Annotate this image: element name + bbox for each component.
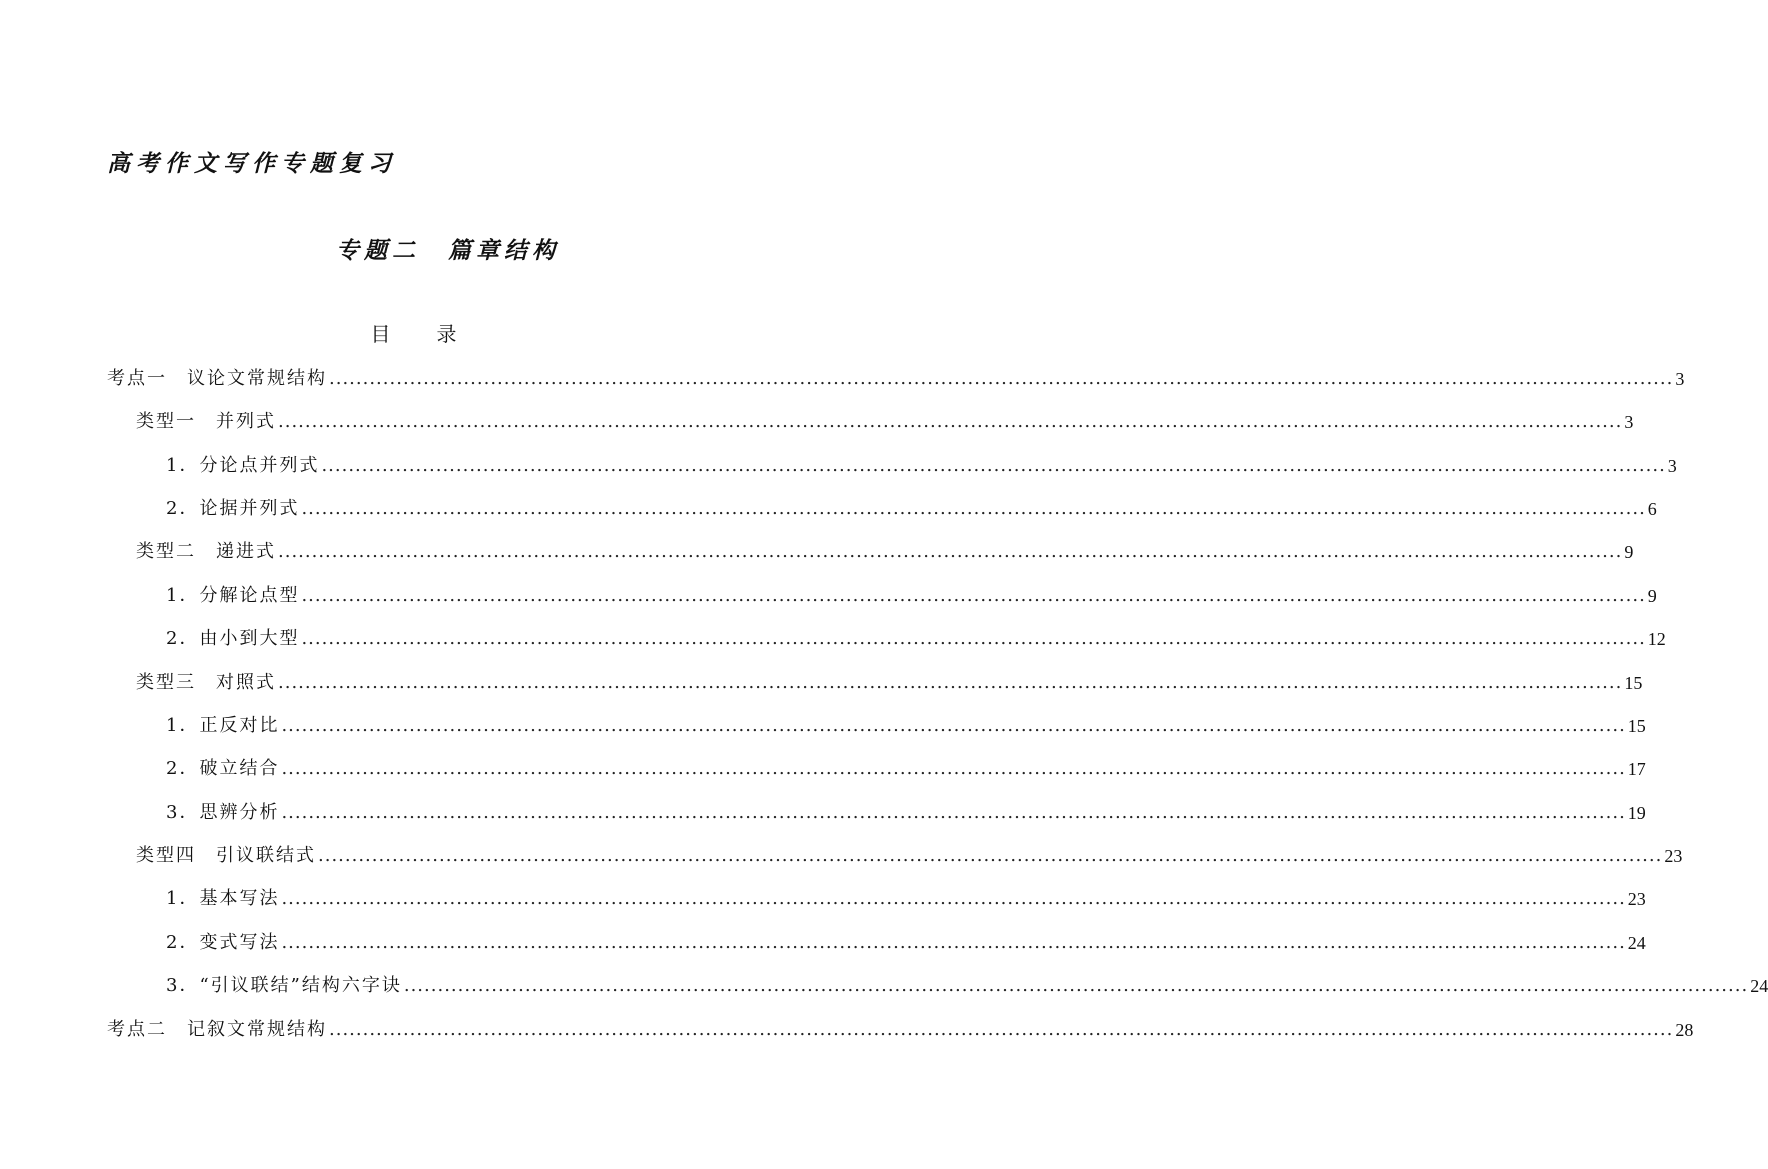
toc-entry-page: 9	[1647, 586, 1657, 606]
toc-entry-label: 2．由小到大型	[166, 628, 300, 649]
toc-leader-dots: ........................................................................................................................................................................................................	[301, 498, 1646, 519]
toc-entry-label: 2．破立结合	[166, 758, 280, 779]
toc-entry[interactable]	[166, 926, 1646, 956]
toc-leader-dots: ........................................................................................................................................................................................................	[278, 411, 1623, 432]
toc-heading-left: 目	[370, 322, 391, 346]
toc-entry-label: 类型三 对照式	[136, 672, 276, 693]
toc-entry[interactable]	[136, 405, 1634, 435]
toc-leader-dots: ........................................................................................................................................................................................................	[301, 585, 1646, 606]
toc-leader-dots: ........................................................................................................................................................................................................	[278, 541, 1623, 562]
toc-entry-page: 3	[1624, 412, 1634, 432]
toc-entry[interactable]	[136, 666, 1643, 696]
document-title: 高考作文写作专题复习	[107, 150, 397, 177]
toc-entry-label: 类型四 引议联结式	[136, 845, 316, 866]
toc-entry-page: 17	[1627, 759, 1646, 779]
toc-entry-page: 6	[1647, 499, 1657, 519]
toc-entry-label: 1．分论点并列式	[166, 455, 320, 476]
toc-entry[interactable]	[107, 362, 1685, 392]
toc-entry[interactable]	[136, 535, 1634, 565]
toc-entry-label: 考点二 记叙文常规结构	[107, 1019, 327, 1040]
toc-entry-page: 24	[1750, 976, 1768, 996]
toc-entry-page: 12	[1647, 629, 1666, 649]
toc-entry-page: 28	[1675, 1020, 1694, 1040]
toc-entry[interactable]	[166, 492, 1657, 522]
toc-entry-page: 24	[1627, 933, 1646, 953]
toc-leader-dots: ........................................................................................................................................................................................................	[329, 368, 1674, 389]
toc-entry-page: 15	[1627, 716, 1646, 736]
toc-entry[interactable]	[136, 839, 1683, 869]
toc-leader-dots: ........................................................................................................................................................................................................	[281, 932, 1626, 953]
toc-entry-label: 2．论据并列式	[166, 498, 300, 519]
toc-leader-dots: ........................................................................................................................................................................................................	[281, 715, 1626, 736]
toc-entry-label: 1．正反对比	[166, 715, 280, 736]
toc-leader-dots: ........................................................................................................................................................................................................	[321, 455, 1666, 476]
toc-entry[interactable]	[166, 752, 1646, 782]
toc-entry-label: 1．分解论点型	[166, 585, 300, 606]
toc-entry-page: 3	[1675, 369, 1685, 389]
toc-leader-dots: ........................................................................................................................................................................................................	[318, 845, 1663, 866]
toc-entry-page: 3	[1667, 456, 1677, 476]
toc-entry[interactable]	[166, 882, 1646, 912]
toc-entry[interactable]	[166, 449, 1677, 479]
toc-leader-dots: ........................................................................................................................................................................................................	[281, 758, 1626, 779]
toc-entry[interactable]	[107, 1013, 1694, 1043]
toc-leader-dots: ........................................................................................................................................................................................................	[281, 888, 1626, 909]
toc-entry[interactable]	[166, 579, 1657, 609]
toc-entry-label: 3．思辨分析	[166, 802, 280, 823]
toc-entry-label: 2．变式写法	[166, 932, 280, 953]
toc-leader-dots: ........................................................................................................................................................................................................	[278, 672, 1623, 693]
toc-leader-dots: ........................................................................................................................................................................................................	[301, 628, 1646, 649]
toc-entry-label: 类型二 递进式	[136, 541, 276, 562]
toc-entry-page: 23	[1664, 846, 1683, 866]
toc-entry[interactable]	[166, 622, 1666, 652]
toc-entry[interactable]	[166, 796, 1646, 826]
section-subtitle: 专题二 篇章结构	[336, 237, 560, 264]
toc-entry-page: 19	[1627, 803, 1646, 823]
toc-entry-label: 类型一 并列式	[136, 411, 276, 432]
toc-entry-page: 23	[1627, 889, 1646, 909]
toc-entry[interactable]	[166, 709, 1646, 739]
toc-leader-dots: ........................................................................................................................................................................................................	[403, 975, 1749, 996]
toc-entry-page: 9	[1624, 542, 1634, 562]
toc-heading-right: 录	[436, 322, 457, 346]
toc-leader-dots: ........................................................................................................................................................................................................	[329, 1019, 1674, 1040]
toc-entry-label: 3．“引议联结”结构六字诀	[166, 975, 402, 996]
toc-entry-label: 考点一 议论文常规结构	[107, 368, 327, 389]
toc-leader-dots: ........................................................................................................................................................................................................	[281, 802, 1626, 823]
toc-entry-page: 15	[1624, 673, 1643, 693]
toc-entry-label: 1．基本写法	[166, 888, 280, 909]
toc-entry[interactable]	[166, 969, 1768, 999]
